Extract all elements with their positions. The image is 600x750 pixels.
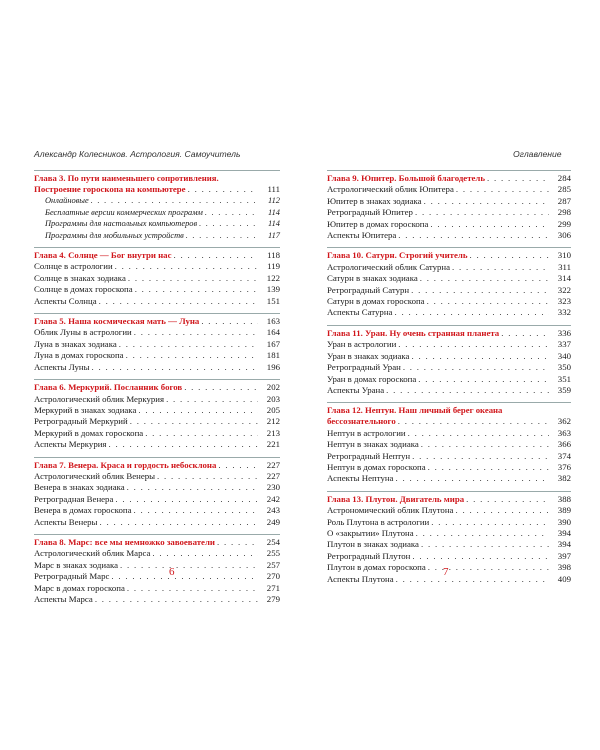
dot-leader <box>186 230 258 241</box>
toc-entry[interactable] <box>34 494 280 505</box>
toc-chapter <box>34 534 280 605</box>
dot-leader <box>455 505 549 516</box>
toc-entry-title: Ретроградная Венера <box>34 493 114 504</box>
chapter-entry-page: 310 <box>557 250 571 261</box>
dot-leader <box>398 230 549 241</box>
toc-entry[interactable] <box>327 230 571 241</box>
dot-leader <box>111 571 258 582</box>
dot-leader <box>456 184 549 195</box>
toc-entry[interactable] <box>327 517 571 528</box>
chapter-title-line[interactable]: Глава 12. Нептун. Наш личный берег океана <box>327 405 503 416</box>
toc-entry-title: Нептун в знаках зодиака <box>327 439 419 450</box>
toc-entry[interactable] <box>34 594 280 605</box>
toc-entry[interactable] <box>327 462 571 473</box>
toc-entry[interactable] <box>327 196 571 207</box>
toc-entry-title: Уран в домах гороскопа <box>327 373 417 384</box>
chapter-entry-page: 284 <box>557 173 571 183</box>
toc-entry[interactable] <box>327 351 571 362</box>
toc-entry-title: Бесплатные версии коммерческих программ <box>45 207 203 217</box>
dot-leader <box>115 261 258 272</box>
dot-leader <box>95 594 258 605</box>
dot-leader <box>421 539 549 550</box>
toc-chapter <box>34 313 280 373</box>
dot-leader <box>470 250 550 261</box>
toc-entry-title: Уран в астрологии <box>327 339 397 350</box>
toc-entry-page: 249 <box>266 516 280 527</box>
running-header-left: Александр Колесников. Астрология. Самоучитель <box>34 149 241 159</box>
dot-leader <box>91 195 258 206</box>
chapter-entry[interactable] <box>34 250 280 261</box>
toc-entry[interactable] <box>34 362 280 373</box>
toc-entry-title: Онлайновые <box>45 196 89 206</box>
toc-entry[interactable] <box>34 350 280 361</box>
toc-entry[interactable] <box>34 327 280 338</box>
toc-entry-title: Аспекты Нептуна <box>327 473 394 484</box>
toc-entry-title: Ретроградный Юпитер <box>327 207 413 218</box>
chapter-entry-page: 118 <box>267 250 280 261</box>
chapter-entry[interactable] <box>327 328 571 339</box>
chapter-entry[interactable] <box>327 494 571 505</box>
dot-leader <box>127 583 258 594</box>
dot-leader <box>134 327 258 338</box>
toc-entry[interactable] <box>327 505 571 516</box>
chapter-entry-title: Глава 13. Плутон. Двигатель мира <box>327 493 465 504</box>
toc-entry-title: Роль Плутона в астрологии <box>327 516 430 527</box>
toc-left-page <box>34 170 280 605</box>
dot-leader <box>421 439 549 450</box>
toc-entry-page: 366 <box>557 439 571 450</box>
toc-entry-title: Ретроградный Сатурн <box>327 284 410 295</box>
chapter-entry[interactable] <box>34 316 280 327</box>
toc-entry-title: Программы для настольных компьютеров <box>45 219 198 229</box>
toc-entry-page: 243 <box>266 505 280 516</box>
chapter-entry[interactable] <box>327 250 571 261</box>
toc-entry[interactable] <box>34 230 280 241</box>
toc-entry[interactable] <box>34 571 280 582</box>
toc-entry-page: 374 <box>557 450 571 461</box>
toc-entry-page: 363 <box>557 427 571 438</box>
dot-leader <box>115 494 258 505</box>
toc-entry-title: Аспекты Марса <box>34 594 93 604</box>
toc-entry[interactable] <box>34 428 280 439</box>
toc-entry-title: Марс в домах гороскопа <box>34 582 125 593</box>
dot-leader <box>395 473 549 484</box>
toc-entry-page: 389 <box>557 505 571 516</box>
toc-entry-title: Марс в знаках зодиака <box>34 559 119 570</box>
dot-leader <box>157 471 258 482</box>
toc-entry-page: 299 <box>557 218 571 229</box>
toc-entry-title: Плутон в домах гороскопа <box>327 562 426 573</box>
dot-leader <box>201 316 258 327</box>
chapter-entry-title: Глава 9. Юпитер. Большой благодетель <box>327 173 486 183</box>
toc-entry-page: 213 <box>266 427 280 438</box>
toc-entry[interactable] <box>34 207 280 218</box>
toc-entry-page: 340 <box>557 350 571 361</box>
toc-entry-page: 114 <box>268 219 280 229</box>
toc-entry-page: 409 <box>557 573 571 584</box>
dot-leader <box>135 284 258 295</box>
toc-entry-title: Аспекты Луны <box>34 361 90 372</box>
toc-entry[interactable] <box>34 284 280 295</box>
toc-entry-title: Облик Луны в астрологии <box>34 327 132 338</box>
dot-leader <box>130 416 258 427</box>
toc-entry-title: Нептун в астрологии <box>327 427 406 438</box>
toc-entry-page: 139 <box>266 284 280 295</box>
toc-entry-page: 337 <box>557 339 571 350</box>
toc-entry-title: Астрологический облик Юпитера <box>327 184 454 195</box>
toc-entry-title: Сатурн в домах гороскопа <box>327 296 425 307</box>
toc-entry[interactable] <box>327 184 571 195</box>
toc-entry-page: 350 <box>557 362 571 373</box>
toc-chapter <box>34 379 280 450</box>
dot-leader <box>217 537 258 548</box>
dot-leader <box>427 296 549 307</box>
toc-entry[interactable] <box>327 574 571 585</box>
toc-entry-page: 227 <box>266 470 280 481</box>
chapter-entry-page: 336 <box>557 327 571 338</box>
toc-entry[interactable] <box>34 273 280 284</box>
dot-leader <box>152 548 258 559</box>
dot-leader <box>99 517 258 528</box>
toc-entry[interactable] <box>327 362 571 373</box>
toc-entry[interactable] <box>327 339 571 350</box>
dot-leader <box>120 560 258 571</box>
chapter-entry[interactable] <box>34 382 280 393</box>
dot-leader <box>99 296 258 307</box>
toc-entry-title: Солнце в домах гороскопа <box>34 284 133 295</box>
dot-leader <box>418 374 549 385</box>
toc-entry[interactable] <box>327 539 571 550</box>
toc-entry-page: 394 <box>557 527 571 538</box>
toc-entry-page: 332 <box>557 307 571 318</box>
chapter-entry-page: 388 <box>557 493 571 504</box>
chapter-entry-title: Построение гороскопа на компьютере <box>34 184 186 194</box>
toc-entry-page: 323 <box>557 296 571 307</box>
toc-chapter <box>327 247 571 318</box>
toc-entry-title: Аспекты Венеры <box>34 516 98 527</box>
chapter-entry-title: Глава 6. Меркурий. Посланник богов <box>34 382 183 393</box>
dot-leader <box>166 394 258 405</box>
chapter-entry-title: Глава 7. Венера. Краса и гордость небосклона <box>34 459 217 470</box>
toc-entry[interactable] <box>327 451 571 462</box>
chapter-entry[interactable] <box>34 537 280 548</box>
dot-leader <box>487 173 549 184</box>
running-header-right: Оглавление <box>513 149 562 159</box>
toc-entry-page: 167 <box>266 338 280 349</box>
toc-entry[interactable] <box>34 439 280 450</box>
toc-entry-page: 205 <box>266 404 280 415</box>
toc-entry-page: 311 <box>558 261 571 272</box>
toc-entry-page: 112 <box>268 196 280 206</box>
chapter-entry[interactable] <box>34 460 280 471</box>
toc-entry-title: Луна в знаках зодиака <box>34 338 117 349</box>
toc-entry-page: 287 <box>557 195 571 206</box>
dot-leader <box>396 574 549 585</box>
toc-entry[interactable] <box>327 374 571 385</box>
toc-entry-title: Ретроградный Уран <box>327 362 401 373</box>
toc-entry-page: 270 <box>266 571 280 582</box>
toc-entry[interactable] <box>327 262 571 273</box>
toc-entry-title: Астрономический облик Плутона <box>327 505 454 516</box>
toc-entry[interactable] <box>34 548 280 559</box>
toc-entry-title: Солнце в астрологии <box>34 261 113 272</box>
toc-entry[interactable] <box>34 339 280 350</box>
toc-entry[interactable] <box>34 296 280 307</box>
toc-entry-page: 306 <box>557 230 571 241</box>
toc-entry[interactable] <box>327 428 571 439</box>
dot-leader <box>386 385 549 396</box>
toc-entry-page: 257 <box>266 559 280 570</box>
toc-entry-page: 285 <box>557 184 571 195</box>
toc-entry[interactable] <box>34 394 280 405</box>
chapter-entry-page: 202 <box>266 382 280 393</box>
toc-entry-title: Аспекты Урана <box>327 384 385 395</box>
dot-leader <box>184 382 258 393</box>
dot-leader <box>431 517 549 528</box>
toc-entry-page: 271 <box>266 582 280 593</box>
toc-entry-title: Ретроградный Марс <box>34 571 110 582</box>
toc-entry-title: Венера в знаках зодиака <box>34 482 125 493</box>
page-number-right: 7 <box>443 566 449 578</box>
toc-entry-page: 164 <box>266 327 280 338</box>
toc-entry-title: Венера в домах гороскопа <box>34 505 132 516</box>
dot-leader <box>408 428 549 439</box>
toc-entry-page: 394 <box>557 539 571 550</box>
toc-entry[interactable] <box>327 207 571 218</box>
chapter-entry-page: 163 <box>266 316 280 327</box>
dot-leader <box>134 505 259 516</box>
dot-leader <box>128 273 258 284</box>
chapter-entry-title: Глава 10. Сатурн. Строгий учитель <box>327 250 468 261</box>
toc-entry-title: Юпитер в знаках зодиака <box>327 195 422 206</box>
toc-entry-title: Нептун в домах гороскопа <box>327 461 426 472</box>
toc-entry-title: Уран в знаках зодиака <box>327 350 410 361</box>
toc-entry[interactable] <box>327 307 571 318</box>
toc-entry[interactable] <box>327 385 571 396</box>
toc-entry-title: Аспекты Плутона <box>327 573 394 584</box>
toc-entry-title: Юпитер в домах гороскопа <box>327 218 429 229</box>
chapter-entry-title: Глава 8. Марс: все мы немножко завоеватели <box>34 536 215 547</box>
dot-leader <box>92 362 258 373</box>
dot-leader <box>412 551 549 562</box>
toc-entry[interactable] <box>34 517 280 528</box>
toc-entry[interactable] <box>34 482 280 493</box>
toc-entry-page: 230 <box>266 482 280 493</box>
dot-leader <box>126 350 258 361</box>
dot-leader <box>398 416 549 427</box>
dot-leader <box>428 462 549 473</box>
toc-entry-page: 376 <box>557 461 571 472</box>
toc-entry[interactable] <box>327 562 571 573</box>
toc-entry-page: 322 <box>557 284 571 295</box>
dot-leader <box>420 273 549 284</box>
toc-chapter <box>327 170 571 241</box>
dot-leader <box>145 428 258 439</box>
toc-entry-page: 398 <box>557 562 571 573</box>
toc-entry-page: 212 <box>266 416 280 427</box>
toc-entry[interactable] <box>327 473 571 484</box>
toc-entry[interactable] <box>34 405 280 416</box>
toc-entry[interactable] <box>34 218 280 229</box>
toc-entry[interactable] <box>34 416 280 427</box>
toc-entry-title: Ретроградный Нептун <box>327 450 411 461</box>
toc-entry-title: Астрологический облик Сатурна <box>327 261 451 272</box>
dot-leader <box>188 184 258 195</box>
toc-entry-title: Меркурий в знаках зодиака <box>34 404 137 415</box>
toc-entry-page: 114 <box>268 207 280 217</box>
toc-entry[interactable] <box>327 296 571 307</box>
chapter-entry-page: 111 <box>267 184 280 194</box>
toc-chapter <box>34 247 280 307</box>
dot-leader <box>127 482 258 493</box>
toc-entry[interactable] <box>34 195 280 206</box>
dot-leader <box>424 196 549 207</box>
toc-entry[interactable] <box>327 439 571 450</box>
toc-entry-title: О «закрытии» Плутона <box>327 527 414 538</box>
toc-entry[interactable] <box>327 285 571 296</box>
toc-entry-title: Астрологический облик Меркурия <box>34 393 165 404</box>
chapter-entry[interactable] <box>327 416 571 427</box>
toc-entry-title: Солнце в знаках зодиака <box>34 272 126 283</box>
chapter-entry-title: бессознательного <box>327 416 396 427</box>
dot-leader <box>452 262 549 273</box>
dot-leader <box>119 339 258 350</box>
dot-leader <box>138 405 258 416</box>
chapter-entry-title: Глава 5. Наша космическая мать — Луна <box>34 316 200 327</box>
toc-entry[interactable] <box>34 560 280 571</box>
toc-entry[interactable] <box>34 471 280 482</box>
toc-entry-page: 351 <box>557 373 571 384</box>
toc-entry[interactable] <box>327 273 571 284</box>
dot-leader <box>394 307 549 318</box>
toc-entry-title: Аспекты Юпитера <box>327 230 397 241</box>
page-number-left: 6 <box>169 566 175 578</box>
dot-leader <box>173 250 258 261</box>
dot-leader <box>199 218 258 229</box>
chapter-entry-page: 227 <box>266 459 280 470</box>
chapter-title-line[interactable]: Глава 3. По пути наименьшего сопротивления. <box>34 173 219 183</box>
chapter-entry[interactable] <box>34 184 280 195</box>
dot-leader <box>398 339 549 350</box>
toc-entry-page: 151 <box>266 295 280 306</box>
chapter-entry[interactable] <box>327 173 571 184</box>
dot-leader <box>403 362 549 373</box>
toc-entry-page: 359 <box>557 384 571 395</box>
toc-entry-page: 196 <box>266 361 280 372</box>
chapter-entry-title: Глава 11. Уран. Ну очень странная планета <box>327 327 500 338</box>
toc-entry-page: 298 <box>557 207 571 218</box>
toc-entry-title: Астрологический облик Марса <box>34 548 151 559</box>
toc-chapter <box>327 491 571 585</box>
toc-chapter <box>327 325 571 396</box>
chapter-entry-page: 254 <box>266 536 280 547</box>
toc-entry-page: 382 <box>557 473 571 484</box>
toc-entry-page: 221 <box>266 439 280 450</box>
toc-entry-title: Астрологический облик Венеры <box>34 470 156 481</box>
toc-entry-title: Луна в домах гороскопа <box>34 350 124 361</box>
dot-leader <box>430 219 549 230</box>
toc-entry-title: Ретроградный Меркурий <box>34 416 128 427</box>
dot-leader <box>411 351 549 362</box>
dot-leader <box>412 451 549 462</box>
toc-entry-title: Меркурий в домах гороскопа <box>34 427 144 438</box>
toc-right-page <box>327 170 571 585</box>
toc-entry-title: Плутон в знаках зодиака <box>327 539 419 550</box>
toc-entry-page: 242 <box>266 493 280 504</box>
toc-entry[interactable] <box>327 528 571 539</box>
dot-leader <box>411 285 549 296</box>
toc-entry-page: 117 <box>268 230 280 240</box>
toc-entry-page: 279 <box>266 594 280 604</box>
toc-entry-page: 122 <box>266 272 280 283</box>
dot-leader <box>415 207 549 218</box>
toc-entry-page: 390 <box>557 516 571 527</box>
chapter-entry-page: 362 <box>557 416 571 427</box>
toc-entry-page: 203 <box>266 393 280 404</box>
dot-leader <box>218 460 258 471</box>
toc-entry-page: 181 <box>266 350 280 361</box>
chapter-entry-title: Глава 4. Солнце — Бог внутри нас <box>34 250 172 261</box>
toc-chapter <box>327 402 571 484</box>
toc-entry[interactable] <box>327 551 571 562</box>
dot-leader <box>108 439 258 450</box>
toc-entry-title: Сатурн в знаках зодиака <box>327 273 418 284</box>
toc-entry-title: Аспекты Меркурия <box>34 439 107 450</box>
toc-chapter <box>34 170 280 241</box>
dot-leader <box>416 528 549 539</box>
toc-entry[interactable] <box>34 261 280 272</box>
toc-entry[interactable] <box>327 219 571 230</box>
dot-leader <box>501 328 549 339</box>
toc-entry-page: 397 <box>557 550 571 561</box>
toc-entry-title: Программы для мобильных устройств <box>45 230 184 240</box>
toc-entry-page: 255 <box>266 548 280 559</box>
toc-entry-title: Аспекты Солнца <box>34 295 97 306</box>
toc-entry[interactable] <box>34 583 280 594</box>
toc-entry-page: 119 <box>267 261 280 272</box>
toc-chapter <box>34 457 280 528</box>
toc-entry-page: 314 <box>557 273 571 284</box>
toc-entry-title: Аспекты Сатурна <box>327 307 393 318</box>
toc-entry-title: Ретроградный Плутон <box>327 550 411 561</box>
toc-entry[interactable] <box>34 505 280 516</box>
dot-leader <box>205 207 258 218</box>
dot-leader <box>466 494 549 505</box>
